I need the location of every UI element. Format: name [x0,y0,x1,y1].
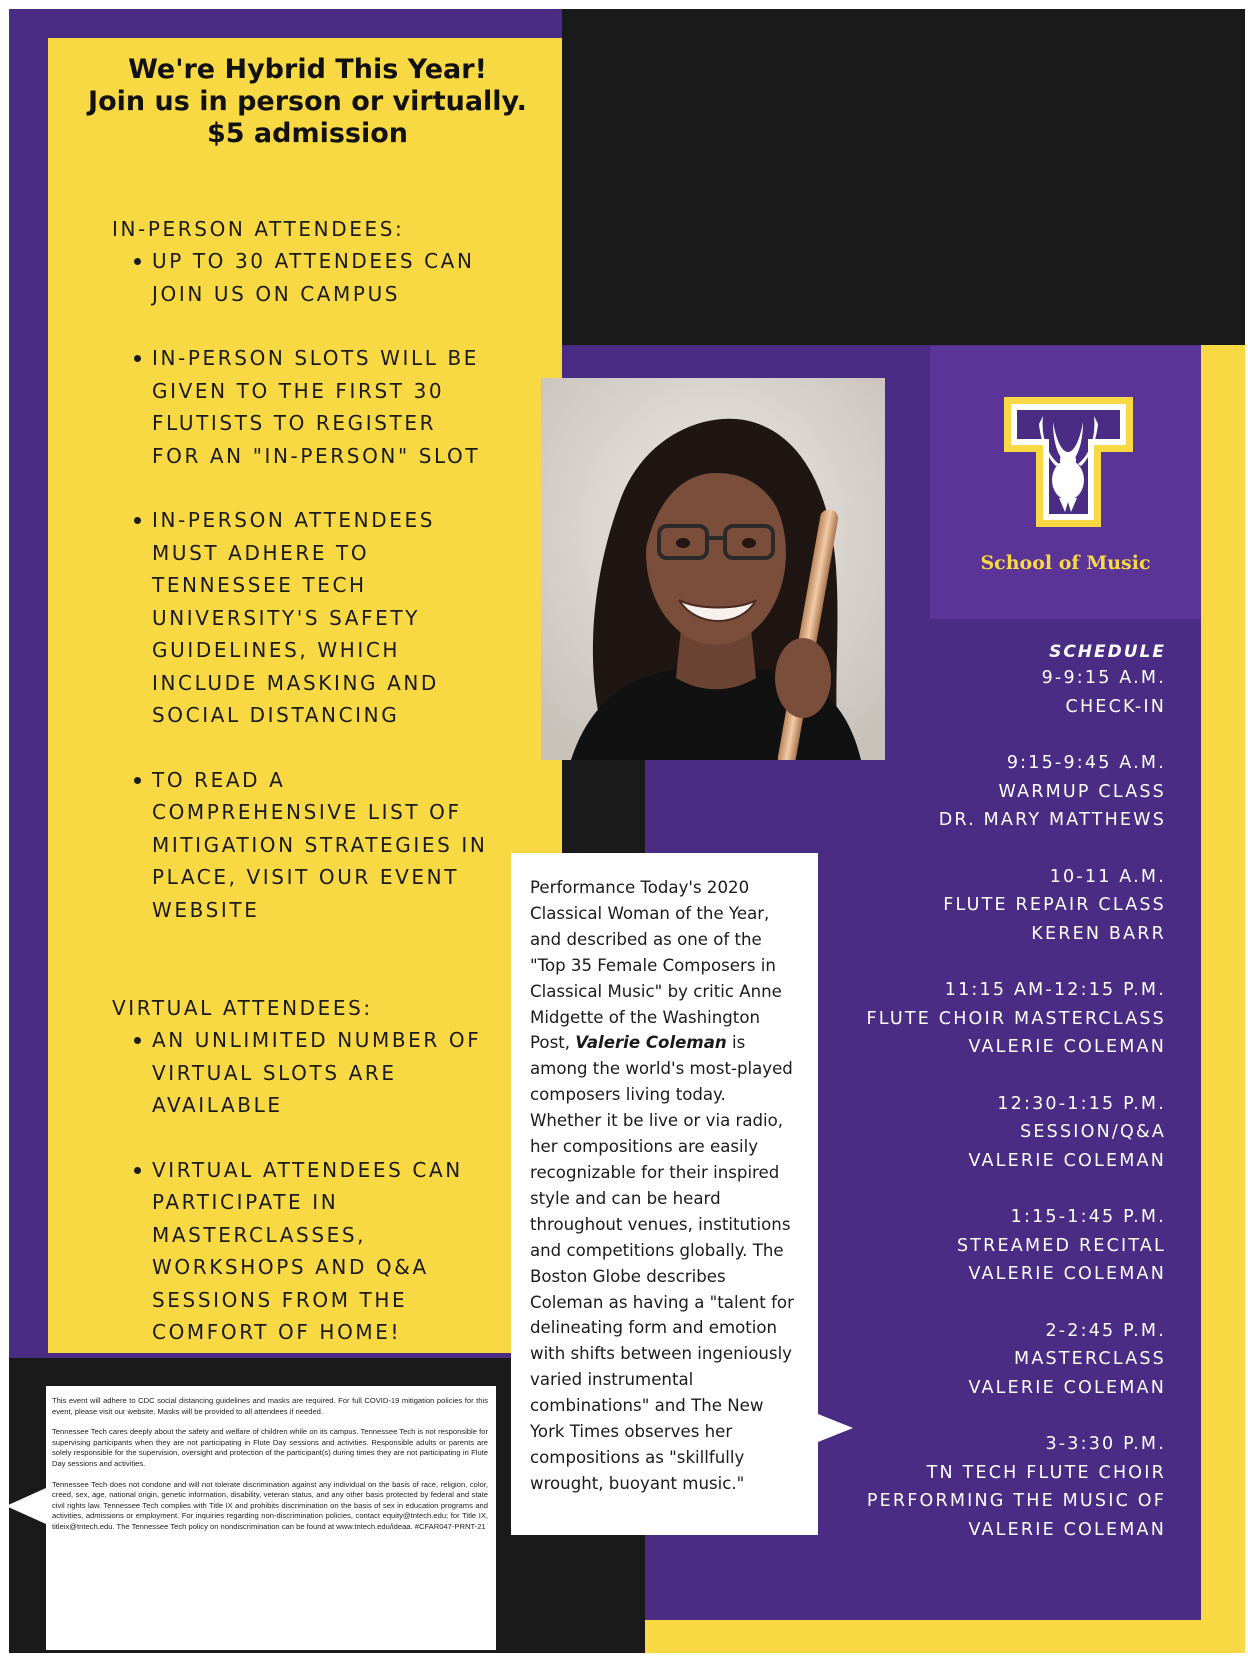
schedule [826,640,1166,1544]
schedule-item [826,976,1166,1062]
in-person-list [130,245,490,958]
list-item: AN UNLIMITED NUMBER OF VIRTUAL SLOTS ARE AVAILABLE [130,1024,490,1122]
school-of-music-label: School of Music [980,552,1151,574]
headline-line-2: Join us in person or virtually. [88,86,527,117]
in-person-title: IN-PERSON ATTENDEES: [112,217,405,241]
schedule-event: WARMUP CLASS [998,781,1166,802]
schedule-event: MASTERCLASS [1014,1349,1166,1369]
list-item: VIRTUAL ATTENDEES CAN PARTICIPATE IN MASTERCLASSES, WORKSHOPS AND Q&A SESSIONS FROM THE COMFORT OF HOME! [130,1154,490,1349]
list-item: IN-PERSON SLOTS WILL BE GIVEN TO THE FIRST 30 FLUTISTS TO REGISTER FOR AN "IN-PERSON" SLOT [130,342,490,472]
schedule-item [826,664,1166,721]
schedule-event-detail: PERFORMING THE MUSIC OF [866,1491,1166,1511]
schedule-event: CHECK-IN [1065,696,1166,717]
bio-intro: Performance Today's 2020 Classical Woman of the Year, and described as one of the "Top 35 Female Composers in Classical Music" by critic Anne Midgette of the Washington Post, [530,878,782,1053]
headline [50,54,565,150]
schedule-event: STREAMED RECITAL [956,1235,1166,1256]
virtual-title: VIRTUAL ATTENDEES: [112,996,373,1020]
schedule-presenter: VALERIE COLEMAN [968,1264,1166,1284]
disclaimer-covid: This event will adhere to CDC social distancing guidelines and masks are required. For full COVID-19 mitigation policies for this event, please visit our website. Masks will be provided to all attendees if needed. [52,1396,488,1416]
schedule-item [826,1203,1166,1289]
schedule-time: 9-9:15 A.M. [1041,668,1166,688]
school-of-music-logo [930,346,1201,619]
headline-line-1: We're Hybrid This Year! [128,54,487,85]
list-item: IN-PERSON ATTENDEES MUST ADHERE TO TENNESSEE TECH UNIVERSITY'S SAFETY GUIDELINES, WHICH INCLUDE MASKING AND SOCIAL DISTANCING [130,504,490,732]
disclaimer-children: Tennessee Tech cares deeply about the safety and welfare of children while on its campus. Tennessee Tech is not responsible for supervising participants when they are not participating in Flute Day sessions and activities. Responsible adults or parents are solely responsible for the supervision, oversight and protection of the participant(s) during times they are not participating in Flute Day sessions and activities. [52,1427,488,1468]
schedule-time: 10-11 A.M. [1049,866,1166,887]
schedule-presenter: VALERIE COLEMAN [968,1377,1166,1398]
schedule-presenter: VALERIE COLEMAN [968,1150,1166,1171]
disclaimer-text [52,1396,488,1533]
schedule-presenter: VALERIE COLEMAN [968,1519,1166,1540]
top-right-black-block [562,9,1245,345]
bottom-right-yellow-strip [645,1620,1245,1653]
disclaimer-nondiscrimination: Tennessee Tech does not condone and will not tolerate discrimination against any individual on the basis of race, religion, color, creed, sex, age, national origin, genetic information, disability, veteran status, and any other basis protected by federal and state civil rights law. Tennessee Tech complies with Title IX and prohibits discrimination on the basis of sex in education programs and activities, admissions or employment. For inquiries regarding non-discrimination policies, contact equity@tntech.edu; for Title IX, titleix@tntech.edu. The Tennessee Tech policy on nondiscrimination can be found at www.tntech.edu/ideaa. #CFAR047-PRNT-21 [52,1479,488,1531]
list-item: UP TO 30 ATTENDEES CAN JOIN US ON CAMPUS [130,245,490,310]
schedule-time: 11:15 AM-12:15 P.M. [944,980,1166,1000]
schedule-presenter: VALERIE COLEMAN [968,1037,1166,1057]
bio-pointer [818,1414,853,1442]
list-item: TO READ A COMPREHENSIVE LIST OF MITIGATION STRATEGIES IN PLACE, VISIT OUR EVENT WEBSITE [130,764,490,927]
right-yellow-bar [1201,345,1245,1653]
schedule-item [826,863,1166,949]
disclaimer-pointer [6,1488,46,1524]
schedule-title: SCHEDULE [1049,642,1166,662]
bio-name: Valerie Coleman [575,1033,727,1053]
schedule-event: SESSION/Q&A [1020,1122,1166,1142]
schedule-event: FLUTE REPAIR CLASS [943,895,1166,915]
virtual-list [130,1024,490,1381]
bio-box [511,853,818,1535]
schedule-time: 9:15-9:45 A.M. [1006,753,1166,773]
schedule-time: 1:15-1:45 P.M. [1010,1207,1166,1227]
tennessee-tech-eagle-icon [1001,394,1136,530]
bio-text [530,875,802,1497]
schedule-time: 3-3:30 P.M. [1045,1434,1166,1454]
schedule-event: TN TECH FLUTE CHOIR [926,1462,1166,1483]
bio-rest: is among the world's most-played composers living today. Whether it be live or via radio, her compositions are easily recognizable for their inspired style and can be heard throughout venues, institutions and competitions globally. The Boston Globe describes Coleman as having a "talent for delineating form and emotion with shifts between ingeniously varied instrumental combinations" and The New York Times observes her compositions as "skillfully wrought, buoyant music." [530,1033,794,1493]
schedule-item [826,1430,1166,1544]
schedule-presenter: KEREN BARR [1031,923,1166,944]
schedule-item [826,1317,1166,1403]
schedule-item [826,1090,1166,1176]
schedule-time: 12:30-1:15 P.M. [997,1093,1166,1114]
schedule-item [826,749,1166,835]
schedule-event: FLUTE CHOIR MASTERCLASS [866,1008,1166,1029]
schedule-time: 2-2:45 P.M. [1045,1320,1166,1341]
schedule-presenter: DR. MARY MATTHEWS [938,810,1166,830]
headline-line-3: $5 admission [206,118,409,149]
disclaimer-box [46,1386,496,1650]
